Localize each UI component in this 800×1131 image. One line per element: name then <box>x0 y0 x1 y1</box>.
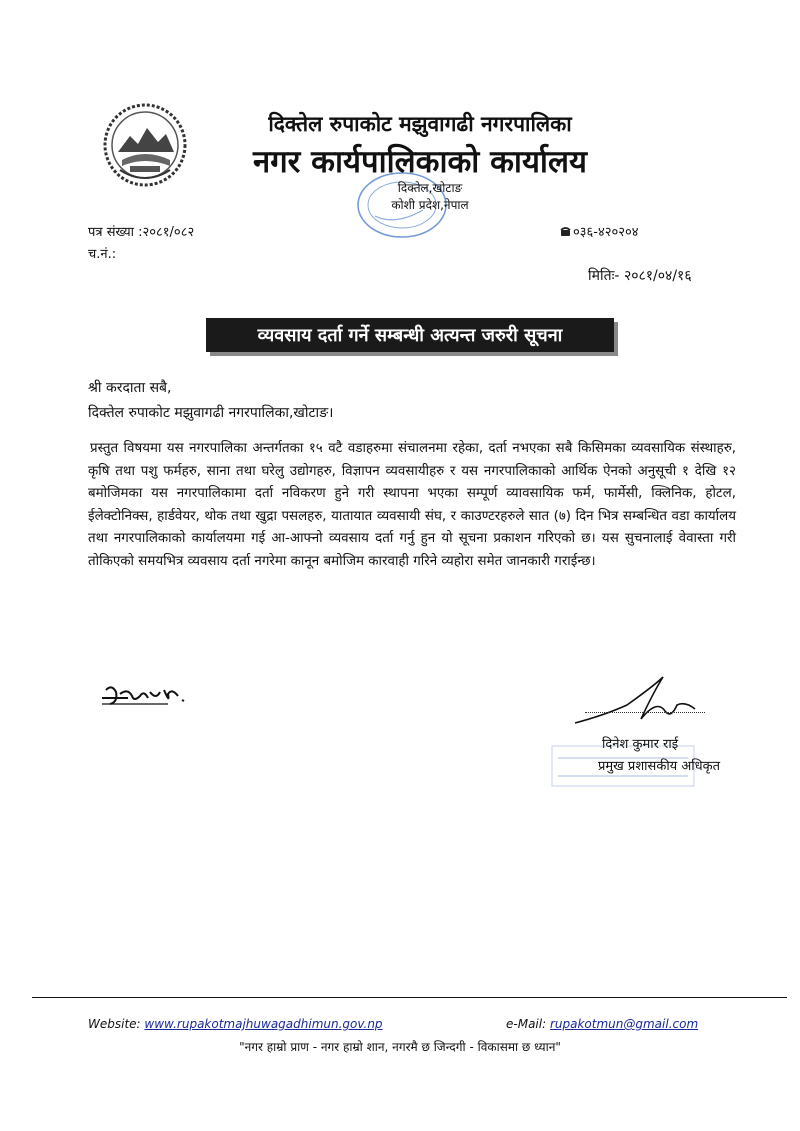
org-address <box>370 180 490 214</box>
email-link[interactable]: rupakotmun@gmail.com <box>549 1017 699 1031</box>
office-name: नगर कार्यपालिकाको कार्यालय <box>253 144 587 180</box>
phone-number: ०३६-४२०२०४ <box>573 225 639 240</box>
letter-date <box>588 266 692 285</box>
website-link[interactable]: www.rupakotmajhuwagadhimun.gov.np <box>144 1017 383 1031</box>
org-name: दिक्तेल रुपाकोट मझुवागढी नगरपालिका <box>268 112 572 136</box>
reference-value: २०८१/०८२ <box>142 225 195 240</box>
phone-line <box>560 222 639 240</box>
website-label: Website: <box>88 1017 141 1031</box>
signature-line <box>585 712 705 713</box>
dispatch-number: च.नं.: <box>88 247 117 262</box>
signer-name: दिनेश कुमार राई <box>602 737 679 752</box>
reference-number <box>88 222 194 240</box>
phone-icon <box>560 226 571 237</box>
footer-website <box>88 1017 383 1031</box>
address-line-1: दिक्तेल,खोटाङ <box>397 181 463 195</box>
signer-title: प्रमुख प्रशासकीय अधिकृत <box>598 759 721 774</box>
notice-body: प्रस्तुत विषयमा यस नगरपालिका अन्तर्गतका १५ वटै वडाहरुमा संचालनमा रहेका, दर्ता नभएका सबै किसिमका व्यवसायिक संस्थाहरु, कृषि तथा पशु फर्महरु, साना तथा घरेलु उद्योगहरु, विज्ञापन व्यवसायीहरु र यस नगरपालिकाको आर्थिक ऐनको अनुसूची १ देखि १२ बमोजिमका यस नगरपालिकामा दर्ता नविकरण हुने गरी स्थापना भएका सम्पूर्ण व्यावसायिक फर्म, फार्मेसी, क्लिनिक, होटल, ईलेक्टोनिक्स, हार्डवेयर, थोक तथा खुद्रा पसलहरु, यातायात व्यवसायी संघ, र काउण्टरहरुले सात (७) दिन भित्र सम्बन्धित वडा कार्यालय तथा नगरपालिकाको कार्यालयमा गई आ-आफ्नो व्यवसाय दर्ता गर्नु हुन यो सूचना प्रकाशन गरिएको छ। यस सुचनालाई वेवास्ता गरी तोकिएको समयभित्र व्यवसाय दर्ता नगरेमा कानून बमोजिम कारवाही गरिने व्यहोरा समेत जानकारी गराईन्छ। <box>88 441 736 569</box>
footer-slogan: "नगर हाम्रो प्राण - नगर हाम्रो शान, नगरमै छ जिन्दगी - विकासमा छ ध्यान" <box>239 1040 561 1054</box>
address-line-2: कोशी प्रदेश,नेपाल <box>391 198 469 212</box>
date-value: २०८१/०४/१६ <box>623 268 692 284</box>
reference-label: पत्र संख्या : <box>88 225 143 240</box>
date-label: मितिः- <box>588 268 620 284</box>
officer-signature <box>545 675 715 735</box>
footer-email <box>506 1017 698 1031</box>
addressee-line-1: श्री करदाता सबै, <box>88 380 172 396</box>
addressee-line-2: दिक्तेल रुपाकोट मझुवागढी नगरपालिका,खोटाङ। <box>88 405 334 421</box>
footer-divider <box>32 997 787 998</box>
email-label: e-Mail: <box>506 1017 547 1031</box>
subject-banner: व्यवसाय दर्ता गर्ने सम्बन्धी अत्यन्त जरुरी सूचना <box>206 318 614 352</box>
initial-signature <box>98 680 193 710</box>
